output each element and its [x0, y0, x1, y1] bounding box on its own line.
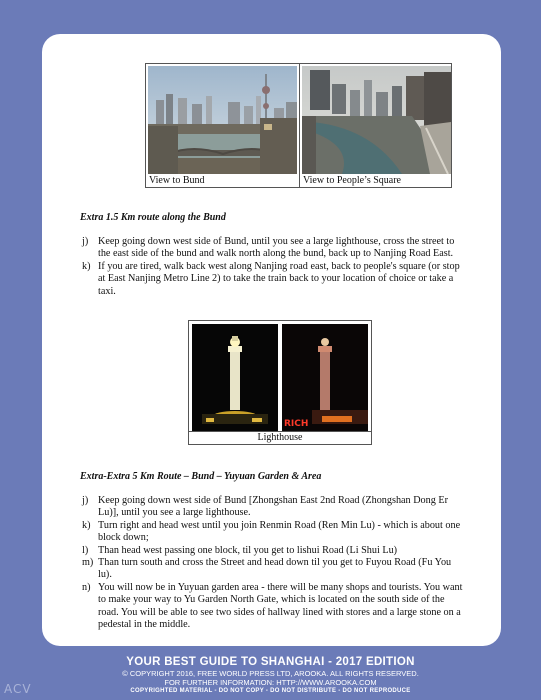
list-item [82, 261, 464, 298]
footer-info: FOR FURTHER INFORMATION: HTTP://WWW.AROOKA.COM [164, 678, 377, 687]
list-item [82, 520, 464, 545]
section1-heading: Extra 1.5 Km route along the Bund [80, 212, 226, 223]
photo-cell-peoples-square [300, 64, 453, 187]
list-marker: k) [82, 260, 91, 272]
list-item [82, 557, 464, 582]
list-marker: j) [82, 236, 89, 247]
section2-heading: Extra-Extra 5 Km Route – Bund – Yuyuan Garden & Area [80, 471, 322, 482]
photo-cell-bund [146, 64, 300, 187]
list-text: Than head west passing one block, til you get to lishui Road (Li Shui Lu) [98, 544, 398, 556]
list-marker: k) [82, 519, 91, 531]
neon-sign-text: RICH [284, 419, 309, 429]
footer-copyright: © COPYRIGHT 2016, FREE WORLD PRESS LTD, AROOKA. ALL RIGHTS RESERVED. [122, 669, 419, 678]
list-marker: n) [82, 581, 91, 593]
section2-list [82, 495, 464, 631]
list-text: Turn right and head west until you join Renmin Road (Ren Min Lu) - which is about one block down; [98, 519, 461, 544]
peoples-square-view-photo [302, 66, 451, 174]
footer-title: YOUR BEST GUIDE TO SHANGHAI - 2017 EDITION [126, 656, 415, 668]
list-text: You will now be in Yuyuan garden area - there will be many shops and tourists. You want to make your way to Yu Garden North Gate, which is located on the south side of the road. You will be able to see two sides of hallway lined with stores and a large stone on a pedestal in the middle. [98, 581, 463, 631]
bund-view-photo [148, 66, 297, 174]
list-marker: l) [82, 544, 89, 556]
list-text: Keep going down west side of Bund, until you see a large lighthouse, cross the street to the east side of the bund and walk north along the bund, back up to Nanjing Road East. [98, 236, 455, 260]
list-text: If you are tired, walk back west along Nanjing road east, back to people's square (or stop at East Nanjing Metro Line 2) to take the train back to your location of choice or take a taxi. [98, 260, 460, 297]
section1-list [82, 236, 464, 298]
page-footer [0, 655, 541, 695]
document-page [42, 34, 501, 646]
photo-table [145, 63, 452, 188]
list-text: Than turn south and cross the Street and head down til you get to Fuyou Road (Fu You lu). [98, 557, 452, 581]
bund-view-caption: View to Bund [149, 175, 205, 186]
list-marker: m) [82, 557, 94, 569]
list-item [82, 495, 464, 520]
lighthouse-photo-white [192, 324, 278, 431]
lighthouse-photo-red [282, 324, 368, 431]
watermark-text: ACV [4, 682, 32, 696]
lighthouse-caption: Lighthouse [189, 431, 371, 444]
list-item [82, 545, 464, 557]
footer-notice: COPYRIGHTED MATERIAL - DO NOT COPY - DO NOT DISTRIBUTE - DO NOT REPRODUCE [130, 688, 411, 694]
peoples-square-view-caption: View to People’s Square [303, 175, 401, 186]
list-item [82, 236, 464, 261]
lighthouse-table [188, 320, 372, 445]
list-marker: j) [82, 495, 89, 506]
list-item [82, 582, 464, 632]
list-text: Keep going down west side of Bund [Zhongshan East 2nd Road (Zhongshan Dong Er Lu)], until you see a large lighthouse. [98, 495, 449, 519]
